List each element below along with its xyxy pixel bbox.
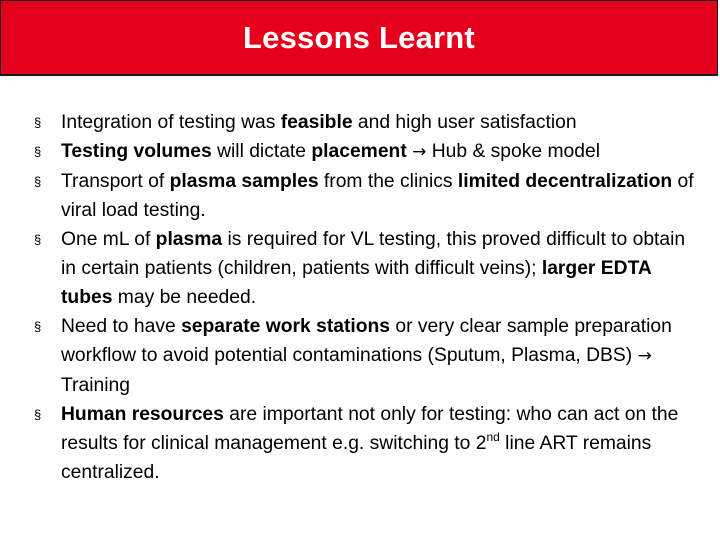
bullet-text: are important not only for testing: who can act on the results for clinical management e.g. switching to 2 [61,404,679,454]
square-bullet-icon: § [34,115,42,130]
bullet-text: Need to have [61,316,182,337]
right-arrow-icon: → [412,142,427,162]
bullet-text: may be needed. [112,287,257,308]
bullet-emphasis: larger EDTA tubes [61,258,652,308]
bullet-emphasis: limited decentralization [457,171,673,192]
bullet-text: Training [61,375,130,396]
bullet-text: from the clinics [318,171,458,192]
bullet-emphasis: Testing volumes [61,141,212,162]
bullet-item-human-resources [34,400,694,487]
bullet-text: will dictate [211,141,312,162]
bullet-emphasis: plasma [155,229,223,250]
bullet-item-integration [34,108,694,137]
square-bullet-icon: § [34,319,42,334]
bullet-text: One mL of [61,229,156,250]
bullet-item-transport [34,167,694,225]
bullet-emphasis: placement [311,141,407,162]
title-bar [0,0,718,76]
bullet-text: and high user satisfaction [352,112,577,133]
bullet-text: line ART remains centralized. [61,433,652,483]
bullet-text: Hub & spoke model [426,141,600,162]
bullet-text: of viral load testing. [61,171,694,221]
bullet-item-work-stations [34,312,694,400]
square-bullet-icon: § [34,232,42,247]
superscript-nd: nd [486,430,500,444]
square-bullet-icon: § [34,174,42,189]
bullet-text: is required for VL testing, this proved difficult to obtain in certain patients (children, patients with difficult veins); [61,229,686,279]
square-bullet-icon: § [34,144,42,159]
bullet-item-plasma [34,225,694,312]
bullet-list [34,108,694,487]
right-arrow-icon: → [637,346,652,366]
bullet-emphasis: plasma samples [169,171,319,192]
bullet-text: or very clear sample preparation workflow to avoid potential contaminations (Sputum, Plasma, DBS) [61,316,672,366]
slide-title: Lessons Learnt [243,19,475,55]
square-bullet-icon: § [34,407,42,422]
bullet-emphasis: separate work stations [181,316,391,337]
bullet-item-testing-volumes [34,137,694,167]
bullet-text: Transport of [61,171,170,192]
bullet-emphasis: feasible [280,112,353,133]
bullet-emphasis: Human resources [61,404,224,425]
bullet-text: Integration of testing was [61,112,281,133]
